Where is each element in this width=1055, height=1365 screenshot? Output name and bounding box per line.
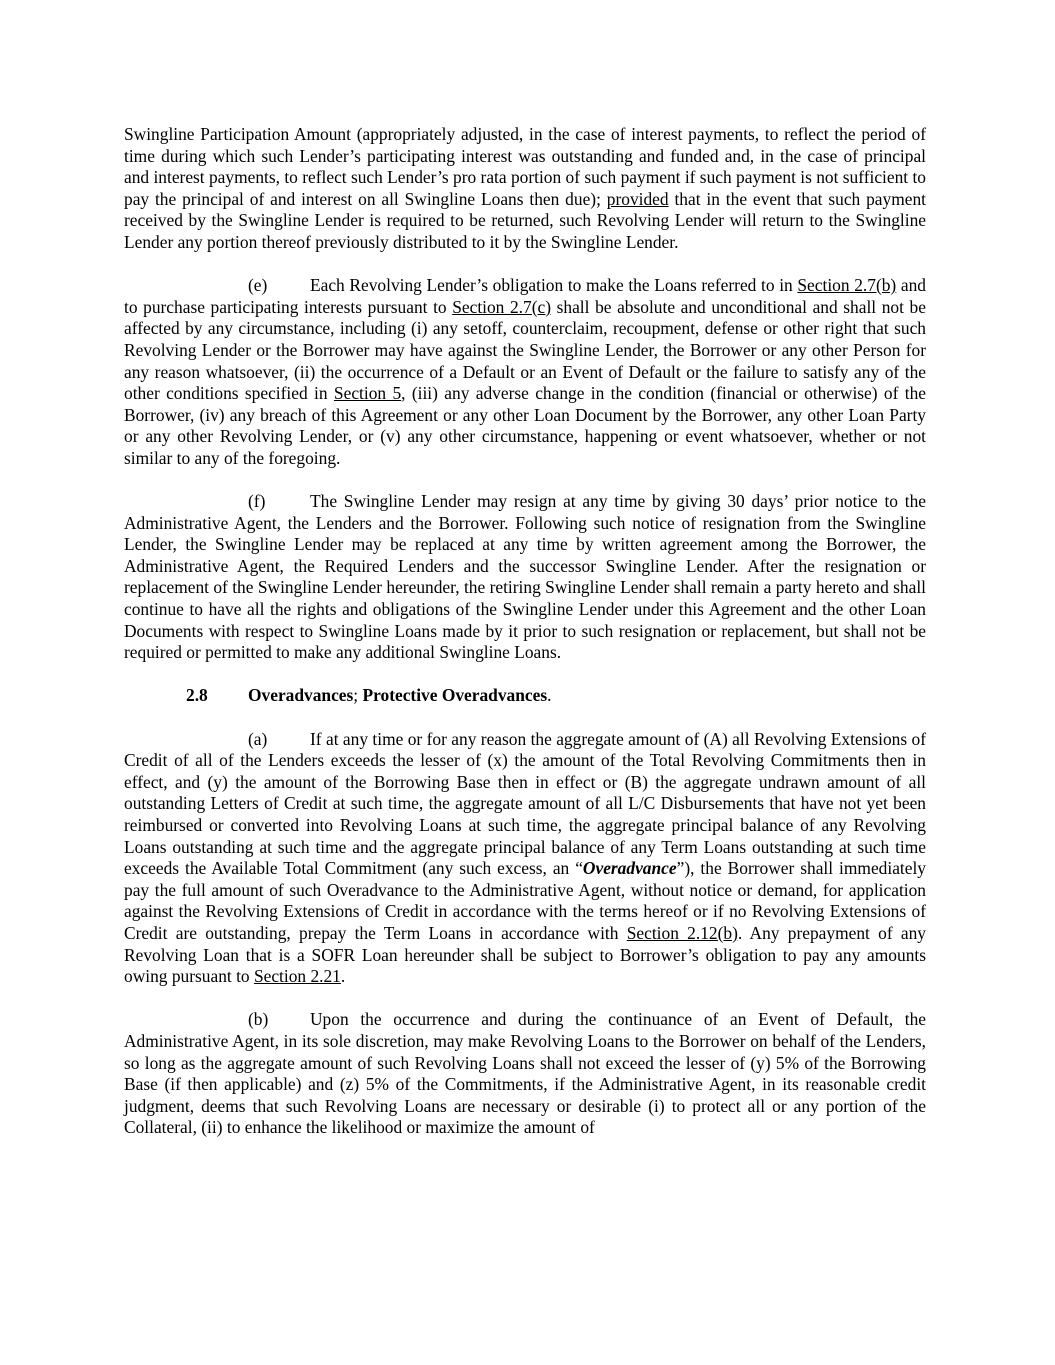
paragraph-text: that in the event that such payment received by the Swingline Lender is required to be returned, such Revolving Lender will return to the Swingline Lender any portion thereof previously distributed to it by the Swingline Lender. — [124, 188, 926, 252]
paragraph-e — [124, 275, 926, 469]
paragraph-text: If at any time or for any reason the aggregate amount of (A) all Revolving Extensions of Credit of all of the Lenders exceeds the lesser of (x) the amount of the Total Revolving Commitments then in effect, and (y) the amount of the Borrowing Base then in effect or (B) the aggregate undrawn amount of all outstanding Letters of Credit at such time, the aggregate amount of all L/C Disbursements that have not yet been reimbursed or converted into Revolving Loans at such time, the aggregate principal balance of any Revolving Loans outstanding at such time and the aggregate principal balance of any Term Loans outstanding at such time exceeds the Available Total Commitment (any such excess, an “ — [124, 728, 926, 879]
paragraph-label: (f) — [248, 491, 266, 512]
paragraph-text: Swingline Participation Amount (appropriately adjusted, in the case of interest payments, to reflect the period of time during which such Lender’s participating interest was outstanding and funded and, in the case of principal and interest payments, to reflect such Lender’s pro rata portion of such payment if such payment is not sufficient to pay the principal of and interest on all Swingline Loans then due); — [124, 124, 927, 209]
defined-term: Overadvance — [582, 858, 677, 879]
paragraph-b — [124, 1009, 926, 1139]
section-title-separator: ; — [353, 685, 363, 706]
section-title: Overadvances — [248, 685, 354, 706]
paragraph-text: . Any prepayment of any Revolving Loan that is a SOFR Loan hereunder shall be subject to Borrower’s obligation to pay any amounts owing pursuant to — [124, 922, 926, 987]
paragraph-text: Upon the occurrence and during the continuance of an Event of Default, the Administrative Agent, in its sole discretion, may make Revolving Loans to the Borrower on behalf of the Lenders, so long as the aggregate amount of such Revolving Loans shall not exceed the lesser of (y) 5% of the Borrowing Base (if then applicable) and (z) 5% of the Commitments, if the Administrative Agent, in its reasonable credit judgment, deems that such Revolving Loans are necessary or desirable (i) to protect all or any portion of the Collateral, (ii) to enhance the likelihood or maximize the amount of — [124, 1009, 926, 1138]
paragraph-continuation — [124, 124, 926, 254]
paragraph-text: Each Revolving Lender’s obligation to make the Loans referred to in — [310, 275, 798, 296]
section-reference: Section 2.7(b) — [797, 275, 897, 296]
document-page — [124, 124, 926, 1161]
section-reference: Section 2.7(c) — [452, 296, 552, 317]
paragraph-label: (a) — [248, 728, 268, 749]
provided-term: provided — [606, 188, 669, 209]
paragraph-text: . — [340, 966, 346, 987]
section-reference: Section 5 — [333, 383, 402, 404]
paragraph-text: shall be absolute and unconditional and shall not be affected by any circumstance, including (i) any setoff, counterclaim, recoupment, defense or other right that such Revolving Lender or the Borrower may have against the Swingline Lender, the Borrower or any other Person for any reason whatsoever, (ii) the occurrence of a Default or an Event of Default or the failure to satisfy any of the other conditions specified in — [124, 296, 926, 404]
paragraph-text: The Swingline Lender may resign at any time by giving 30 days’ prior notice to the Administrative Agent, the Lenders and the Borrower. Following such notice of resignation from the Swingline Lender, the Swingline Lender may be replaced at any time by written agreement among the Borrower, the Administrative Agent, the Required Lenders and the successor Swingline Lender. After the resignation or replacement of the Swingline Lender hereunder, the retiring Swingline Lender shall remain a party hereto and shall continue to have all the rights and obligations of the Swingline Lender under this Agreement and the other Loan Documents with respect to Swingline Loans made by it prior to such resignation or replacement, but shall not be required or permitted to make any additional Swingline Loans. — [124, 491, 926, 663]
section-title-end: . — [547, 685, 552, 706]
section-number: 2.8 — [186, 685, 208, 706]
paragraph-a — [124, 729, 926, 988]
section-reference: Section 2.12(b) — [626, 922, 738, 943]
section-heading — [124, 685, 926, 707]
paragraph-f — [124, 491, 926, 664]
paragraph-text: and to purchase participating interests pursuant to — [124, 275, 926, 317]
section-title: Protective Overadvances — [362, 685, 548, 706]
section-reference: Section 2.21 — [253, 966, 341, 987]
paragraph-text: , (iii) any adverse change in the condition (financial or otherwise) of the Borrower, (iv) any breach of this Agreement or any other Loan Document by the Borrower, any other Loan Party or any other Revolving Lender, or (v) any other circumstance, happening or event whatsoever, whether or not similar to any of the foregoing. — [124, 383, 926, 468]
paragraph-text: ”), the Borrower shall immediately pay the full amount of such Overadvance to the Administrative Agent, without notice or demand, for application against the Revolving Extensions of Credit in accordance with the terms hereof or if no Revolving Extensions of Credit are outstanding, prepay the Term Loans in accordance with — [124, 858, 926, 943]
paragraph-label: (b) — [248, 1009, 269, 1030]
paragraph-label: (e) — [248, 275, 268, 296]
